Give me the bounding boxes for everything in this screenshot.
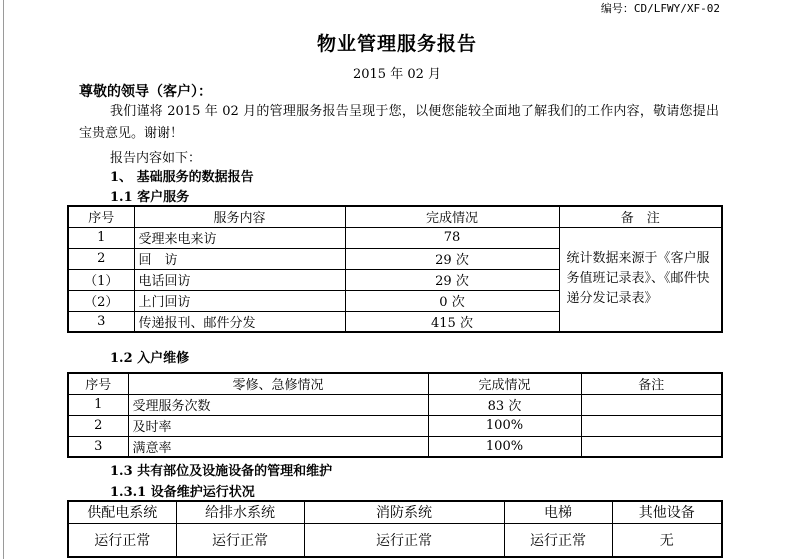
row-no: （1） bbox=[68, 269, 134, 290]
row-result: 29 次 bbox=[345, 248, 559, 269]
row-no: 1 bbox=[68, 394, 128, 415]
customer-service-table bbox=[67, 205, 723, 333]
salutation: 尊敬的领导（客户）： bbox=[79, 84, 212, 100]
row-item: 传递报刊、邮件分发 bbox=[134, 311, 345, 332]
column-header-power: 供配电系统 bbox=[68, 501, 176, 523]
row-result: 100% bbox=[428, 436, 581, 457]
equipment-status-table bbox=[67, 500, 723, 558]
row-note bbox=[581, 415, 722, 436]
column-header-remark: 备 注 bbox=[559, 206, 722, 227]
remark-cell: 统计数据来源于《客户服务值班记录表》、《邮件快递分发记录表》 bbox=[559, 227, 722, 332]
power-status: 运行正常 bbox=[68, 523, 176, 557]
row-item: 回 访 bbox=[134, 248, 345, 269]
row-result: 29 次 bbox=[345, 269, 559, 290]
section-heading-equipment-status: 1.3.1 设备维护运行状况 bbox=[110, 485, 255, 500]
column-header-repair: 零修、急修情况 bbox=[128, 373, 428, 394]
row-item: 满意率 bbox=[128, 436, 428, 457]
table-row bbox=[68, 415, 722, 436]
page-left-border bbox=[3, 0, 4, 559]
column-header-fire: 消防系统 bbox=[304, 501, 504, 523]
row-result: 100% bbox=[428, 415, 581, 436]
table-row bbox=[68, 227, 722, 248]
row-no: （2） bbox=[68, 290, 134, 311]
water-status: 运行正常 bbox=[176, 523, 304, 557]
row-note bbox=[581, 394, 722, 415]
table-header-row bbox=[68, 206, 722, 227]
table-row bbox=[68, 436, 722, 457]
document-code: 编号：CD/LFWY/XF-02 bbox=[600, 2, 720, 15]
column-header-service: 服务内容 bbox=[134, 206, 345, 227]
section-heading-customer-service: 1.1 客户服务 bbox=[110, 190, 190, 205]
row-result: 78 bbox=[345, 227, 559, 248]
repair-table bbox=[67, 372, 723, 458]
table-header-row bbox=[68, 501, 722, 523]
report-date: 2015 年 02 月 bbox=[352, 67, 442, 82]
column-header-result: 完成情况 bbox=[428, 373, 581, 394]
fire-status: 运行正常 bbox=[304, 523, 504, 557]
table-header-row bbox=[68, 373, 722, 394]
column-header-result: 完成情况 bbox=[345, 206, 559, 227]
contents-intro: 报告内容如下： bbox=[110, 151, 202, 166]
row-result: 0 次 bbox=[345, 290, 559, 311]
row-no: 1 bbox=[68, 227, 134, 248]
section-heading-basic-services: 1、 基础服务的数据报告 bbox=[110, 170, 254, 185]
column-header-no: 序号 bbox=[68, 206, 134, 227]
row-item: 及时率 bbox=[128, 415, 428, 436]
document-title: 物业管理服务报告 bbox=[316, 33, 477, 55]
row-note bbox=[581, 436, 722, 457]
row-no: 3 bbox=[68, 436, 128, 457]
row-no: 3 bbox=[68, 311, 134, 332]
other-status: 无 bbox=[612, 523, 722, 557]
row-item: 受理来电来访 bbox=[134, 227, 345, 248]
column-header-note: 备注 bbox=[581, 373, 722, 394]
section-heading-repair: 1.2 入户维修 bbox=[110, 351, 190, 366]
row-no: 2 bbox=[68, 415, 128, 436]
column-header-water: 给排水系统 bbox=[176, 501, 304, 523]
column-header-other: 其他设备 bbox=[612, 501, 722, 523]
table-row bbox=[68, 394, 722, 415]
column-header-no: 序号 bbox=[68, 373, 128, 394]
row-no: 2 bbox=[68, 248, 134, 269]
elevator-status: 运行正常 bbox=[504, 523, 612, 557]
column-header-elevator: 电梯 bbox=[504, 501, 612, 523]
section-heading-facilities: 1.3 共有部位及设施设备的管理和维护 bbox=[110, 464, 333, 479]
row-result: 83 次 bbox=[428, 394, 581, 415]
row-item: 上门回访 bbox=[134, 290, 345, 311]
row-item: 电话回访 bbox=[134, 269, 345, 290]
row-item: 受理服务次数 bbox=[128, 394, 428, 415]
intro-paragraph: 我们谨将 2015 年 02 月的管理服务报告呈现于您，以便您能较全面地了解我们的工作内容，敬请您提出宝贵意见。谢谢！ bbox=[79, 104, 719, 141]
table-row bbox=[68, 523, 722, 557]
row-result: 415 次 bbox=[345, 311, 559, 332]
